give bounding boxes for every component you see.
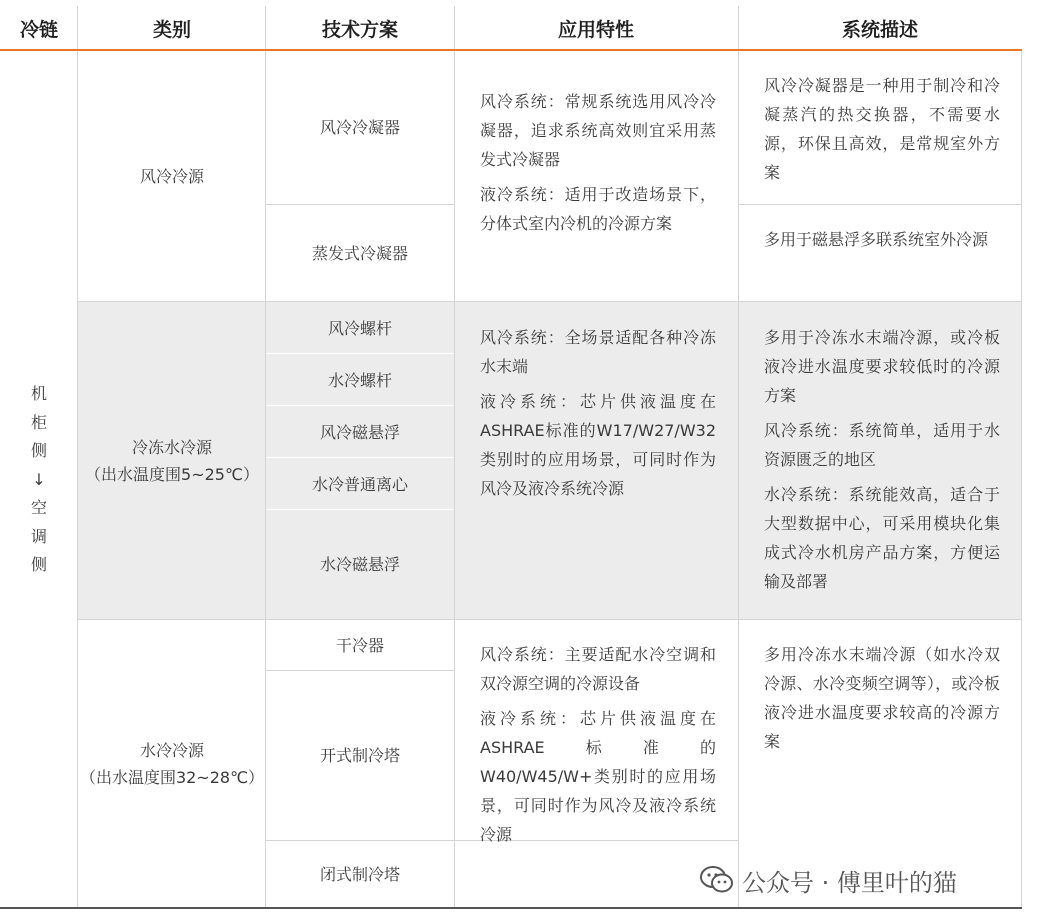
category-temperature: （出水温度围32~28℃） <box>79 767 265 787</box>
tech-cell <box>266 620 454 670</box>
description-cell <box>764 71 1000 193</box>
tech-label: 水冷螺杆 <box>327 370 392 390</box>
header-divider <box>454 6 455 50</box>
category-cell <box>78 51 266 302</box>
header-divider <box>738 6 739 50</box>
feature-paragraph: 风冷系统：主要适配水冷空调和双冷源空调的冷源设备 <box>480 645 716 693</box>
chain-char: 柜 <box>30 412 47 432</box>
chain-char: 调 <box>30 526 47 546</box>
feature-paragraph: 风冷系统：全场景适配各种冷冻水末端 <box>480 328 716 376</box>
description-cell <box>764 225 1000 260</box>
tech-cell <box>266 205 454 302</box>
header-divider <box>77 6 78 50</box>
column-divider <box>1021 51 1022 907</box>
chain-char: 侧 <box>30 555 47 574</box>
category-label: 风冷冷源 <box>139 167 204 186</box>
tech-label: 蒸发式冷凝器 <box>311 244 408 263</box>
header-tech: 技术方案 <box>321 18 398 41</box>
description-cell <box>764 640 1000 762</box>
chain-arrow: ↓ <box>32 469 46 489</box>
chain-char: 侧 <box>30 441 47 460</box>
feature-paragraph: 风冷系统：常规系统选用风冷冷凝器，追求系统高效则宜采用蒸发式冷凝器 <box>480 92 716 169</box>
header-divider <box>265 6 266 50</box>
description-paragraph: 多用冷冻水末端冷源（如水冷双冷源、水冷变频空调等），或冷板液冷进水温度要求较高的冷源方案 <box>764 645 1000 751</box>
watermark <box>700 860 1020 900</box>
tech-cell <box>266 406 454 458</box>
row-divider <box>739 204 1022 205</box>
category-temperature: （出水温度围5~25℃） <box>85 464 259 484</box>
tech-label: 水冷磁悬浮 <box>319 555 400 574</box>
tech-label: 水冷普通离心 <box>311 474 408 494</box>
tech-cell <box>266 671 454 840</box>
description-paragraph: 水冷系统：系统能效高，适合于大型数据中心，可采用模块化集成式冷水机房产品方案，方便运输及部署 <box>764 485 1000 591</box>
tech-label: 干冷器 <box>335 635 384 655</box>
header-features: 应用特性 <box>557 18 634 41</box>
column-divider <box>454 51 455 907</box>
category-label: 冷冻水冷源 <box>131 437 212 457</box>
tech-label: 风冷螺杆 <box>327 318 392 338</box>
table-bottom-rule <box>0 907 1022 909</box>
description-paragraph: 风冷冷凝器是一种用于制冷和冷凝蒸汽的热交换器，不需要水源，环保且高效，是常规室外方案 <box>764 76 1000 182</box>
tech-cell <box>266 354 454 406</box>
chain-label <box>0 380 78 580</box>
chain-char: 空 <box>30 498 47 517</box>
tech-cell <box>266 302 454 354</box>
feature-paragraph: 液冷系统：适用于改造场景下，分体式室内冷机的冷源方案 <box>480 185 716 233</box>
tech-cell <box>266 510 454 619</box>
header-description: 系统描述 <box>841 18 918 41</box>
header-category: 类别 <box>152 18 191 41</box>
header-chain: 冷链 <box>19 18 58 41</box>
description-paragraph: 风冷系统：系统简单，适用于水资源匮乏的地区 <box>764 421 1000 469</box>
wechat-icon <box>700 866 734 894</box>
description-paragraph: 多用于磁悬浮多联系统室外冷源 <box>764 230 989 249</box>
category-cell <box>78 620 266 907</box>
category-label: 水冷冷源 <box>139 740 204 760</box>
tech-label: 风冷冷凝器 <box>319 118 400 137</box>
description-cell <box>764 323 1000 602</box>
features-cell <box>480 87 716 244</box>
features-cell <box>480 323 716 509</box>
tech-label: 风冷磁悬浮 <box>319 422 400 442</box>
tech-label: 开式制冷塔 <box>319 746 400 765</box>
feature-paragraph: 液冷系统：芯片供液温度在ASHRAE标准的W40/W45/W+类别时的应用场景，可同时作为风冷及液冷系统冷源 <box>480 709 716 844</box>
watermark-text: 公众号 · 傅里叶的猫 <box>742 868 957 897</box>
tech-cell <box>266 458 454 510</box>
tech-label: 闭式制冷塔 <box>319 864 400 884</box>
feature-paragraph: 液冷系统：芯片供液温度在ASHRAE标准的W17/W27/W32类别时的应用场景，可同时作为风冷及液冷系统冷源 <box>480 392 716 498</box>
tech-cell <box>266 51 454 204</box>
category-cell <box>78 302 266 619</box>
tech-cell <box>266 841 454 907</box>
description-paragraph: 多用于冷冻水末端冷源，或冷板液冷进水温度要求较低时的冷源方案 <box>764 328 1000 405</box>
features-cell <box>480 640 716 855</box>
column-divider <box>738 51 739 907</box>
chain-char: 机 <box>30 384 47 403</box>
